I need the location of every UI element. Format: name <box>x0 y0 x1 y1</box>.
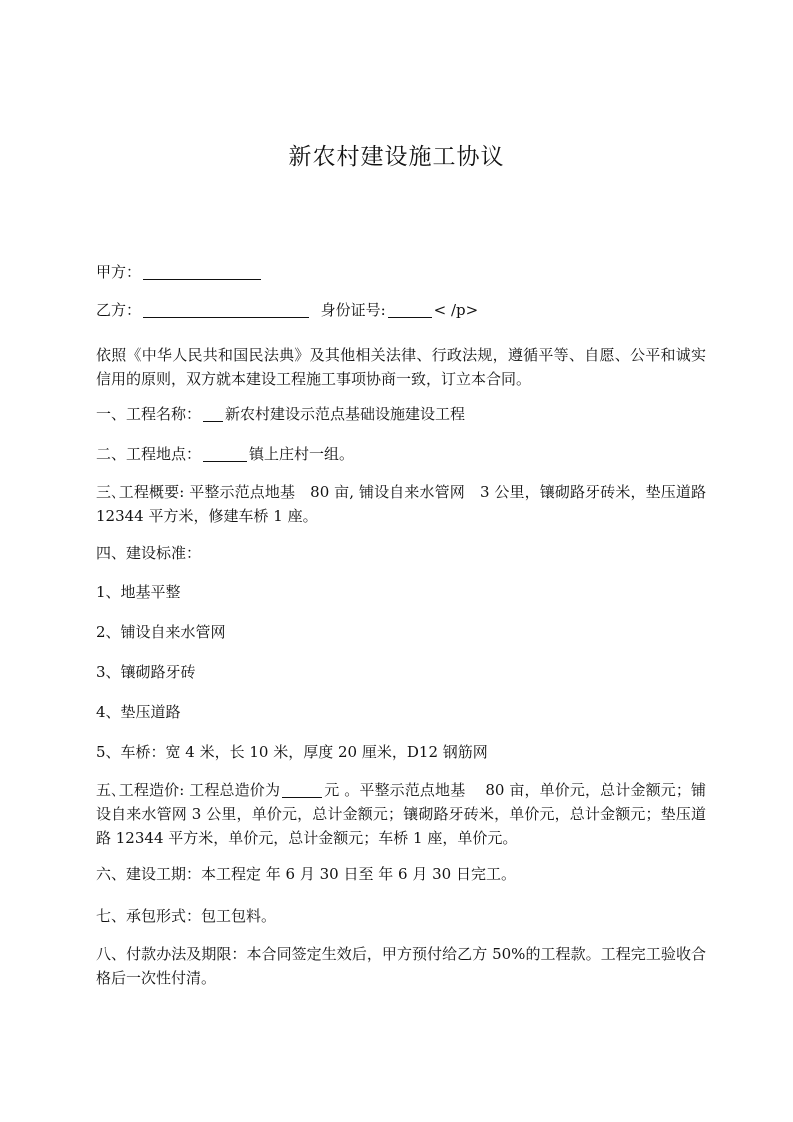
project-name-blank <box>203 405 223 422</box>
project-location-blank <box>203 445 247 462</box>
id-number-label: 身份证号: <box>320 301 386 319</box>
total-cost-blank <box>282 781 322 798</box>
standards-heading: 四、建设标准： <box>96 544 202 562</box>
party-a-line <box>96 262 706 282</box>
id-number-suffix: < /p> <box>433 301 479 319</box>
party-b-blank <box>143 301 309 318</box>
standard-item: 5、车桥：宽 4 米，长 10 米，厚度 20 厘米，D12 钢筋网 <box>96 743 488 761</box>
party-b-line <box>96 300 706 320</box>
payment-paragraph: 八、付款办法及期限：本合同签定生效后，甲方预付给乙方 50%的工程款。工程完工验收合格后一次性付清。 <box>96 945 706 987</box>
period-line: 六、建设工期：本工程定 年 6 月 30 日至 年 6 月 30 日完工。 <box>96 865 516 883</box>
cost-paragraph <box>96 778 706 850</box>
project-name-label: 一、工程名称： <box>96 405 202 423</box>
project-name-line <box>96 404 706 424</box>
id-number-blank <box>388 301 432 318</box>
document-title: 新农村建设施工协议 <box>288 144 505 170</box>
project-name-value: 新农村建设示范点基础设施建设工程 <box>225 405 466 423</box>
cost-details: 元 。平整示范点地基 80 亩，单价元，总计金额元；铺设自来水管网 3 公里，单价元，总计金额元；镶砌路牙砖米，单价元，总计金额元；垫压道路 12344 平方米，单价元，总计金额元；车桥 1 座，单价元。 <box>96 781 706 847</box>
standard-item: 1、地基平整 <box>96 583 181 601</box>
project-location-line <box>96 444 706 464</box>
overview-paragraph: 三､工程概要: 平整示范点地基 80 亩, 铺设自来水管网 3 公里，镶砌路牙砖米，垫压道路 12344 平方米，修建车桥 1 座。 <box>96 483 706 525</box>
contract-form-line: 七、承包形式：包工包料。 <box>96 907 277 925</box>
party-a-label: 甲方： <box>96 263 142 281</box>
standard-item: 4、垫压道路 <box>96 703 181 721</box>
standard-item: 2、铺设自来水管网 <box>96 623 226 641</box>
standard-item: 3、镶砌路牙砖 <box>96 663 196 681</box>
party-a-blank <box>143 263 261 280</box>
cost-prefix: 五､工程造价: 工程总造价为 <box>96 781 281 799</box>
party-b-label: 乙方： <box>96 301 142 319</box>
project-location-value: 镇上庄村一组。 <box>249 445 355 463</box>
intro-paragraph: 依照《中华人民共和国民法典》及其他相关法律、行政法规，遵循平等、自愿、公平和诚实信用的原则，双方就本建设工程施工事项协商一致，订立本合同。 <box>96 346 706 388</box>
project-location-label: 二、工程地点： <box>96 445 202 463</box>
